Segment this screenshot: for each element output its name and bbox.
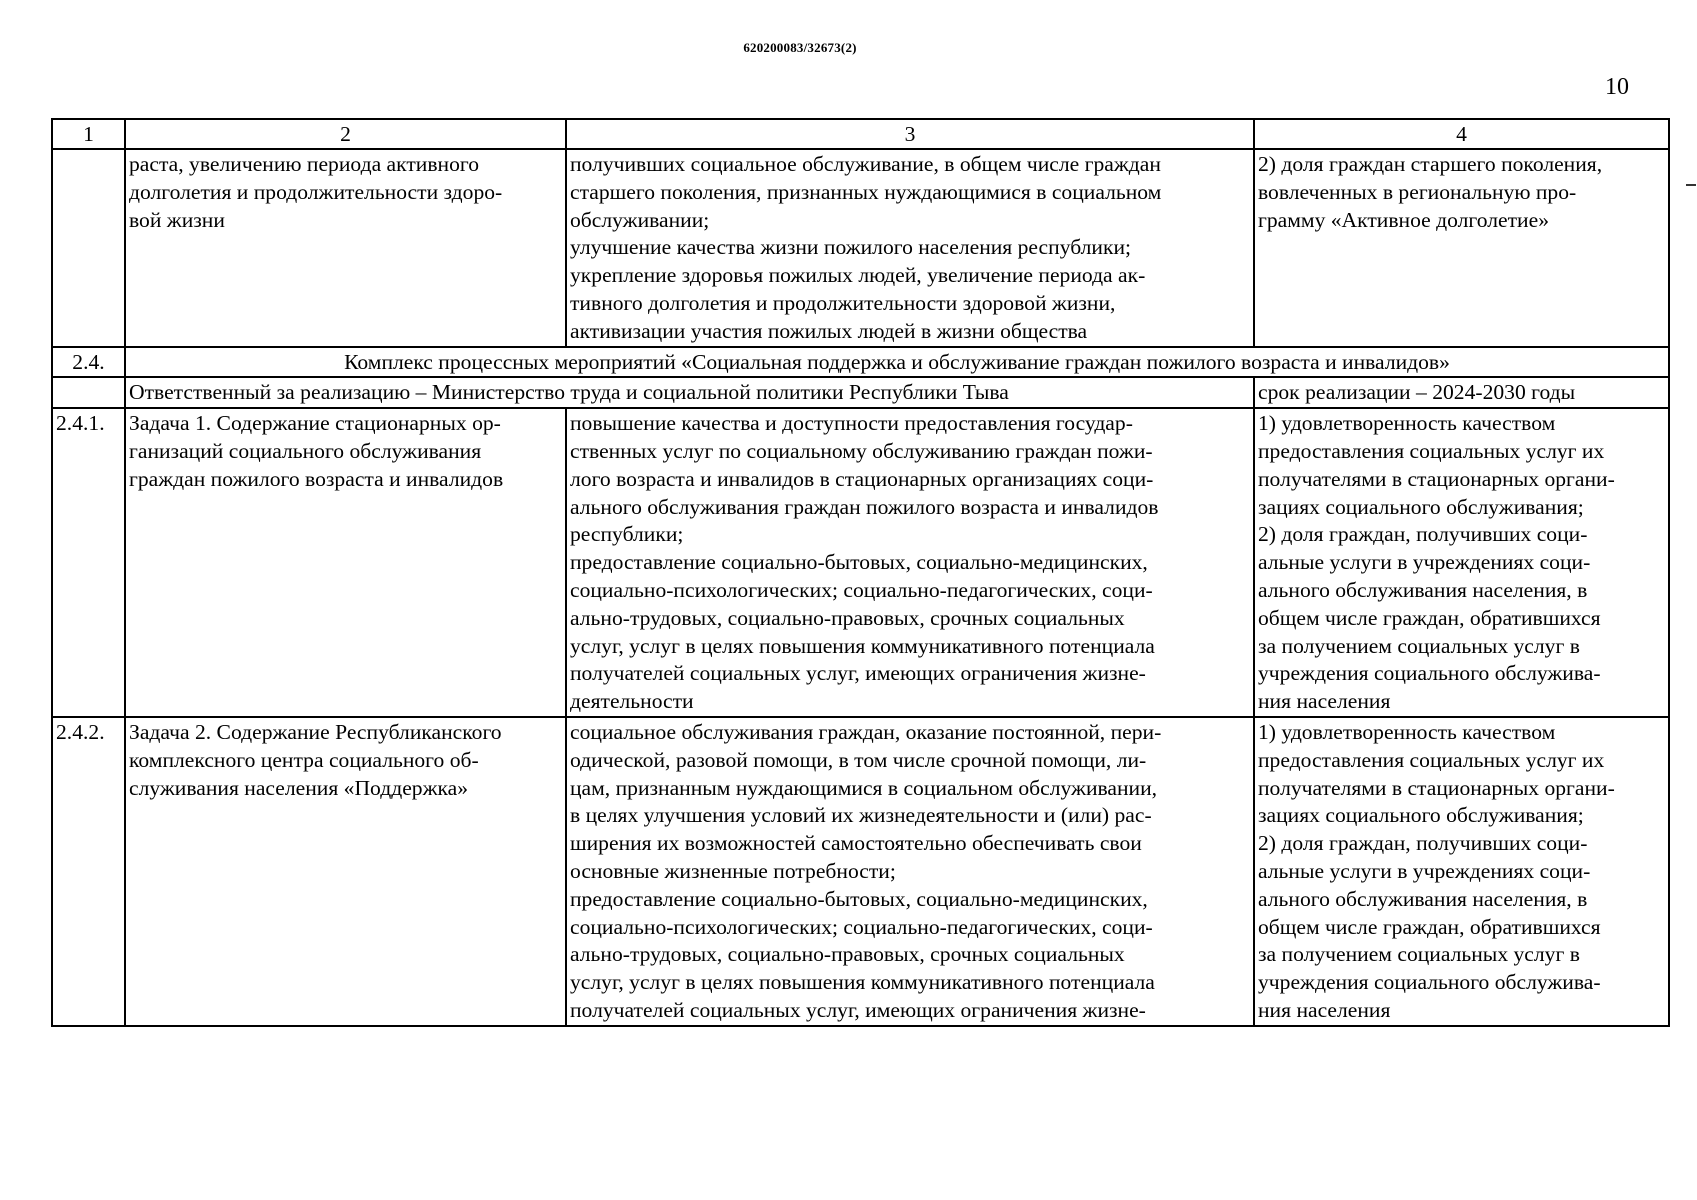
cell-line: получателей социальных услуг, имеющих ограничения жизне- — [570, 661, 1146, 686]
cell-line: предоставление социально-бытовых, социально-медицинских, — [570, 550, 1148, 575]
cell-line: учреждения социального обслужива- — [1258, 661, 1601, 686]
table-row-section — [52, 347, 1669, 378]
cell-line: старшего поколения, признанных нуждающимися в социальном — [570, 179, 1162, 204]
column-header-4: 4 — [1254, 119, 1669, 149]
cell-line: 2) доля граждан, получивших соци- — [1258, 831, 1588, 856]
cell-line: ния населения — [1258, 997, 1391, 1022]
result-cell — [566, 717, 1254, 1026]
task-cell — [125, 408, 566, 717]
cell-line: в целях улучшения условий их жизнедеятельности и (или) рас- — [570, 803, 1152, 828]
cell-line: деятельности — [570, 689, 694, 714]
task-cell — [125, 149, 566, 347]
cell-line: услуг, услуг в целях повышения коммуникативного потенциала — [570, 633, 1155, 658]
cell-line: 1) удовлетворенность качеством — [1258, 411, 1556, 436]
cell-line: ально-трудовых, социально-правовых, срочных социальных — [570, 942, 1125, 967]
cell-line: услуг, услуг в целях повышения коммуникативного потенциала — [570, 970, 1155, 995]
implementation-term: срок реализации – 2024-2030 годы — [1254, 377, 1669, 408]
cell-line: повышение качества и доступности предоставления государ- — [570, 411, 1133, 436]
row-number: 2.4.1. — [52, 408, 125, 717]
cell-line: ального обслуживания населения, в — [1258, 577, 1588, 602]
cell-line: 2) доля граждан, получивших соци- — [1258, 522, 1588, 547]
cell-line: зациях социального обслуживания; — [1258, 494, 1584, 519]
cell-line: получателями в стационарных органи- — [1258, 466, 1615, 491]
cell-line: ального обслуживания граждан пожилого возраста и инвалидов — [570, 494, 1159, 519]
result-cell — [566, 149, 1254, 347]
cell-line: раста, увеличению периода активного — [129, 152, 480, 176]
document-id: 620200083/32673(2) — [743, 40, 857, 55]
cell-line: обслуживании; — [570, 207, 710, 232]
cell-line: цам, признанным нуждающимися в социальном обслуживании, — [570, 775, 1158, 800]
cell-line: ственных услуг по социальному обслуживанию граждан пожи- — [570, 438, 1153, 463]
cell-line: социальное обслуживания граждан, оказание постоянной, пери- — [570, 719, 1162, 744]
cell-line: вой жизни — [129, 207, 225, 232]
cell-line: ального обслуживания населения, в — [1258, 886, 1588, 911]
page-number: 10 — [1605, 74, 1629, 100]
cell-line: ширения их возможностей самостоятельно обеспечивать свои — [570, 831, 1142, 856]
cell-line: получивших социальное обслуживание, в общем числе граждан — [570, 152, 1161, 176]
margin-mark — [1686, 184, 1696, 186]
cell-line: вовлеченных в региональную про- — [1258, 179, 1577, 204]
indicator-cell — [1254, 717, 1669, 1026]
cell-line: ально-трудовых, социально-правовых, срочных социальных — [570, 605, 1125, 630]
table-header-row — [52, 119, 1669, 149]
cell-line: лого возраста и инвалидов в стационарных организациях соци- — [570, 466, 1154, 491]
cell-line: Задача 2. Содержание Республиканского — [129, 719, 502, 744]
task-cell — [125, 717, 566, 1026]
cell-line: ния населения — [1258, 689, 1391, 714]
cell-line: получателей социальных услуг, имеющих ограничения жизне- — [570, 997, 1146, 1022]
row-number — [52, 149, 125, 347]
table-row-responsible — [52, 377, 1669, 408]
cell-line: одической, разовой помощи, в том числе срочной помощи, ли- — [570, 747, 1147, 772]
row-number — [52, 377, 125, 408]
result-cell — [566, 408, 1254, 717]
cell-line: за получением социальных услуг в — [1258, 942, 1580, 967]
cell-line: социально-психологических; социально-педагогических, соци- — [570, 914, 1153, 939]
cell-line: общем числе граждан, обратившихся — [1258, 914, 1601, 939]
cell-line: активизации участия пожилых людей в жизни общества — [570, 318, 1088, 343]
cell-line: учреждения социального обслужива- — [1258, 970, 1601, 995]
table-row-2-4-2 — [52, 717, 1669, 1026]
section-number: 2.4. — [52, 347, 125, 378]
cell-line: предоставления социальных услуг их — [1258, 747, 1605, 772]
cell-line: зациях социального обслуживания; — [1258, 803, 1584, 828]
cell-line: комплексного центра социального об- — [129, 747, 479, 772]
cell-line: долголетия и продолжительности здоро- — [129, 179, 503, 204]
cell-line: общем числе граждан, обратившихся — [1258, 605, 1601, 630]
cell-line: тивного долголетия и продолжительности здоровой жизни, — [570, 290, 1116, 315]
cell-line: граждан пожилого возраста и инвалидов — [129, 466, 504, 491]
column-header-3: 3 — [566, 119, 1254, 149]
cell-line: улучшение качества жизни пожилого населения республики; — [570, 235, 1132, 260]
column-header-1: 1 — [52, 119, 125, 149]
cell-line: социально-психологических; социально-педагогических, соци- — [570, 577, 1153, 602]
cell-line: предоставление социально-бытовых, социально-медицинских, — [570, 886, 1148, 911]
cell-line: основные жизненные потребности; — [570, 858, 896, 883]
cell-line: 1) удовлетворенность качеством — [1258, 719, 1556, 744]
column-header-2: 2 — [125, 119, 566, 149]
cell-line: укрепление здоровья пожилых людей, увеличение периода ак- — [570, 263, 1146, 288]
cell-line: Задача 1. Содержание стационарных ор- — [129, 411, 501, 436]
cell-line: грамму «Активное долголетие» — [1258, 207, 1549, 232]
indicator-cell — [1254, 149, 1669, 347]
program-table — [51, 118, 1670, 1027]
table-row-2-4-1 — [52, 408, 1669, 717]
cell-line: ганизаций социального обслуживания — [129, 438, 482, 463]
cell-line: предоставления социальных услуг их — [1258, 438, 1605, 463]
row-number: 2.4.2. — [52, 717, 125, 1026]
responsible-executor: Ответственный за реализацию – Министерство труда и социальной политики Республики Тыва — [125, 377, 1254, 408]
cell-line: за получением социальных услуг в — [1258, 633, 1580, 658]
cell-line: альные услуги в учреждениях соци- — [1258, 550, 1591, 575]
table-row-continued — [52, 149, 1669, 347]
cell-line: альные услуги в учреждениях соци- — [1258, 858, 1591, 883]
indicator-cell — [1254, 408, 1669, 717]
cell-line: служивания населения «Поддержка» — [129, 775, 469, 800]
cell-line: 2) доля граждан старшего поколения, — [1258, 152, 1603, 176]
cell-line: республики; — [570, 522, 684, 547]
cell-line: получателями в стационарных органи- — [1258, 775, 1615, 800]
section-title: Комплекс процессных мероприятий «Социальная поддержка и обслуживание граждан пожилого возраста и инвалидов» — [125, 347, 1669, 378]
